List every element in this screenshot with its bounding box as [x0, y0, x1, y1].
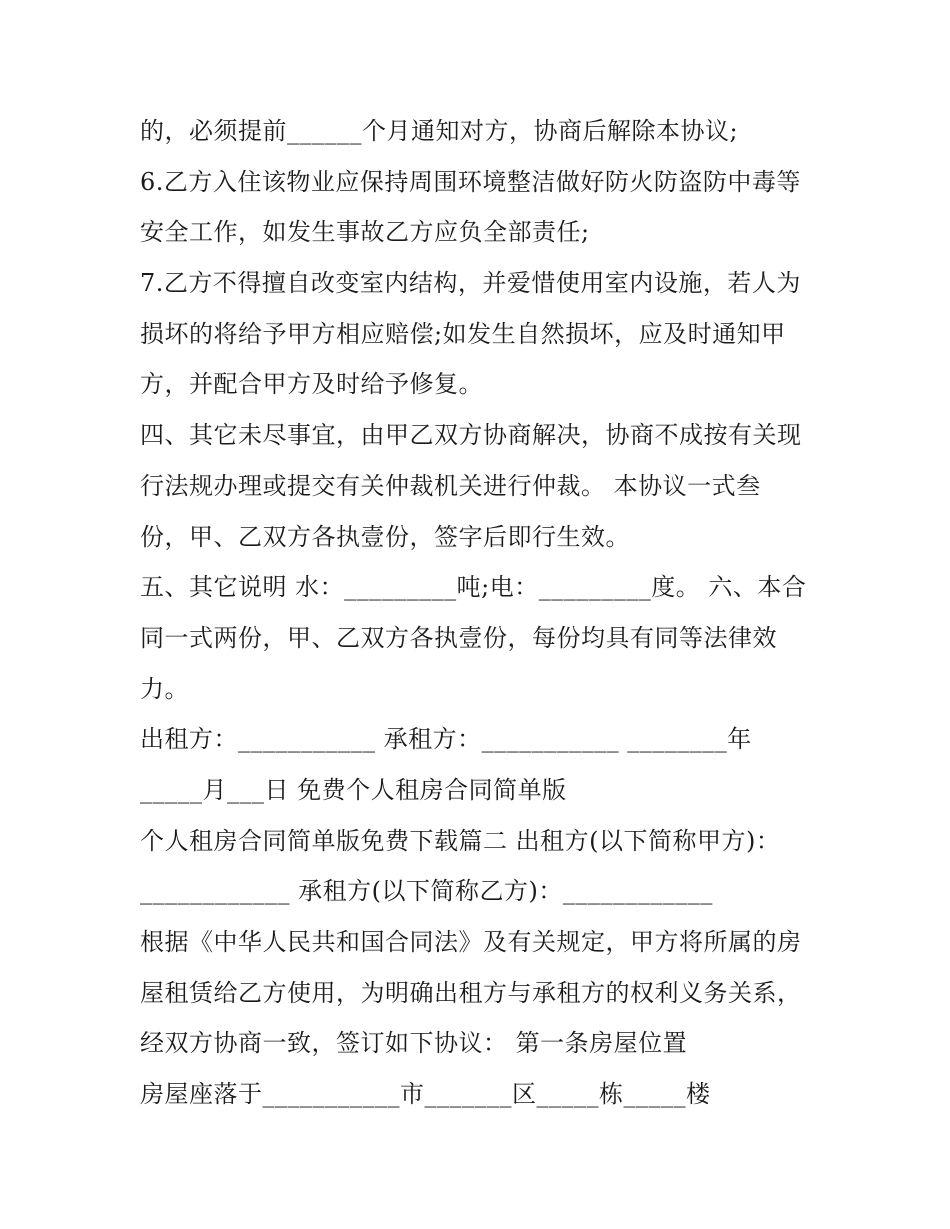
text-line: 力。	[140, 674, 189, 703]
document-body	[140, 106, 840, 1120]
text-line: 个人租房合同简单版免费下载篇二 出租方(以下简称甲方)：	[140, 826, 781, 855]
text-line: 同一式两份，甲、乙双方各执壹份，每份均具有同等法律效	[140, 623, 777, 652]
text-line: 屋租赁给乙方使用，为明确出租方与承租方的权利义务关系，	[140, 978, 802, 1007]
text-line: 根据《中华人民共和国合同法》及有关规定，甲方将所属的房	[140, 928, 802, 956]
text-line: 经双方协商一致，签订如下协议： 第一条房屋位置	[140, 1029, 688, 1058]
text-line: 五、其它说明 水：_________吨;电：_________度。 六、本合	[140, 573, 807, 602]
text-line: 7.乙方不得擅自改变室内结构，并爱惜使用室内设施，若人为	[140, 269, 801, 298]
text-line: 份，甲、乙双方各执壹份，签字后即行生效。	[140, 522, 630, 551]
address-line: 房屋座落于___________市_______区_____栋_____楼	[140, 1080, 711, 1109]
date-line: _____月___日 免费个人租房合同简单版	[140, 775, 567, 804]
text-line: 的，必须提前______个月通知对方，协商后解除本协议;	[140, 117, 739, 145]
text-line: 行法规办理或提交有关仲裁机关进行仲裁。 本协议一式叁	[140, 471, 761, 500]
signature-line: 出租方：___________ 承租方：___________ ________年	[140, 725, 752, 754]
text-line: 安全工作，如发生事故乙方应负全部责任;	[140, 218, 590, 247]
text-line: 方，并配合甲方及时给予修复。	[140, 370, 483, 399]
text-line: 6.乙方入住该物业应保持周围环境整洁做好防火防盗防中毒等	[140, 167, 801, 196]
text-line: 四、其它未尽事宜，由甲乙双方协商解决，协商不成按有关现	[140, 421, 802, 450]
party-line: ____________ 承租方(以下简称乙方)：____________	[140, 877, 713, 906]
text-line: 损坏的将给予甲方相应赔偿;如发生自然损坏，应及时通知甲	[140, 319, 786, 348]
